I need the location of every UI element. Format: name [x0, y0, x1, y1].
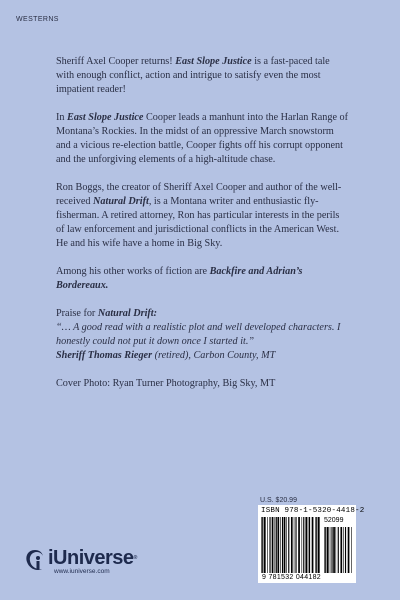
price-label: U.S. $20.99 — [260, 497, 297, 504]
book-title: Natural Drift — [93, 196, 149, 207]
barcode-bar — [336, 527, 337, 573]
publisher-url: www.iuniverse.com — [54, 568, 110, 575]
isbn-barcode — [258, 505, 365, 583]
barcode-bar — [294, 517, 295, 573]
barcode-bar — [305, 517, 307, 573]
barcode-bar — [333, 527, 335, 573]
addon-barcode-icon — [324, 527, 352, 573]
back-cover-text — [56, 55, 348, 405]
praise-section — [56, 307, 348, 363]
barcode-bar — [330, 527, 331, 573]
barcode-bar — [282, 517, 283, 573]
barcode-bar — [315, 517, 316, 573]
barcode-bar — [298, 517, 300, 573]
barcode-bar — [331, 527, 332, 573]
barcode-bar — [262, 517, 263, 573]
barcode-bar — [284, 517, 286, 573]
barcode-bar — [312, 517, 314, 573]
barcode-bar — [288, 517, 289, 573]
barcode-bar — [264, 517, 266, 573]
barcode-bar — [277, 517, 279, 573]
barcode-bar — [280, 517, 281, 573]
barcode-bar — [302, 517, 303, 573]
barcode-bar — [295, 517, 296, 573]
praise-attribution: Sheriff Thomas Rieger (retired), Carbon County, MT — [56, 350, 276, 361]
barcode-bar — [316, 517, 317, 573]
ean-barcode-icon — [261, 517, 321, 573]
publisher-name: iUniverse® — [48, 547, 137, 569]
barcode-bar — [351, 527, 352, 573]
barcode-bar — [340, 527, 342, 573]
genre-label: WESTERNS — [16, 16, 59, 23]
barcode-bar — [324, 527, 325, 573]
other-works: Among his other works of fiction are Backfire and Adrian’s Bordereaux. — [56, 266, 303, 291]
author-bio: Ron Boggs, the creator of Sheriff Axel Cooper and author of the well-received Natural Drift, is a Montana writer and enthusiastic fly-fisherman. A retired attorney, Ron has particular interests in the perils of law enforcement and jurisdictional conflicts in the American West. He and his wife have a home in Big Sky. — [56, 182, 342, 249]
barcode-bar — [338, 527, 339, 573]
barcode-bar — [325, 527, 326, 573]
barcode-bar — [327, 527, 329, 573]
barcode-bar — [318, 517, 320, 573]
barcode-bar — [348, 527, 350, 573]
barcode-bar — [343, 527, 344, 573]
praise-quote: “… A good read with a realistic plot and well developed characters. I honestly could not put it down once I started it.” — [56, 322, 341, 347]
barcode-bar — [309, 517, 310, 573]
book-title: East Slope Justice — [175, 56, 252, 67]
barcode-bar — [261, 517, 262, 573]
ean-number: 9 781532 044182 — [262, 574, 321, 581]
blurb-paragraph-2: In East Slope Justice Cooper leads a manhunt into the Harlan Range of Montana’s Rockies. In the midst of an oppressive March snowstorm and a vicious re-election battle, Cooper fights off his corrupt opponent and the unforgiving elements of a high-altitude chase. — [56, 112, 349, 165]
addon-number: 52099 — [324, 517, 344, 524]
book-title: Backfire and Adrian’s Bordereaux. — [56, 266, 303, 291]
barcode-bar — [345, 527, 346, 573]
iuniverse-swirl-icon — [24, 548, 46, 574]
barcode-bar — [275, 517, 276, 573]
isbn-number: ISBN 978-1-5320-4418-2 — [261, 507, 365, 515]
barcode-bar — [291, 517, 293, 573]
barcode-bar — [276, 517, 277, 573]
barcode-bar — [308, 517, 309, 573]
photo-credit: Cover Photo: Ryan Turner Photography, Big Sky, MT — [56, 378, 276, 389]
barcode-bar — [267, 517, 268, 573]
book-title: East Slope Justice — [67, 112, 144, 123]
barcode-bar — [269, 517, 270, 573]
blurb-paragraph-1: Sheriff Axel Cooper returns! East Slope Justice is a fast-paced tale with enough conflict, action and intrigue to satisfy even the most impatient reader! — [56, 56, 330, 95]
publisher-logo — [24, 548, 137, 575]
barcode-bar — [272, 517, 274, 573]
praise-heading: Praise for Natural Drift: — [56, 308, 158, 319]
barcode-bar — [303, 517, 304, 573]
barcode-bar — [286, 517, 287, 573]
